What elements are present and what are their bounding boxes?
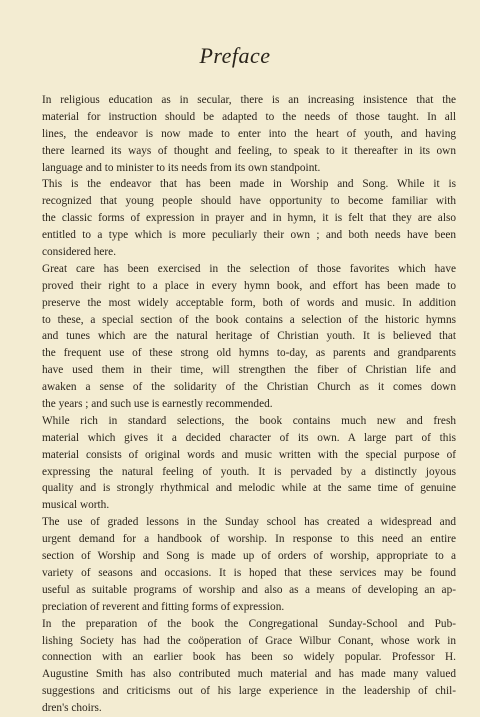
text-line: lishing Society has had the coöperation of Grace Wilbur Conant, whose work in: [42, 634, 456, 647]
text-line: material for instruction should be adapted to the needs of those taught. In all: [42, 110, 456, 123]
preface-body: [42, 92, 456, 717]
text-line: have used them in their time, will strengthen the fiber of Christian life and: [42, 364, 456, 377]
text-line: connection with an earlier book has been so widely popular. Professor H.: [42, 651, 456, 664]
text-line: Augustine Smith has also contributed much material and has made many valued: [42, 668, 456, 681]
text-line: lines, the endeavor is now made to enter into the heart of youth, and having: [42, 127, 456, 140]
text-line: In the preparation of the book the Congregational Sunday-School and Pub-: [42, 617, 456, 630]
text-line: awaken a sense of the solidarity of the Christian Church as it comes down: [42, 381, 456, 394]
text-line: dren's choirs.: [42, 702, 102, 715]
text-line: recognized that young people should have opportunity to become familiar with: [42, 195, 456, 208]
page-title: Preface: [199, 43, 271, 68]
text-line: and tunes which are the natural heritage of Christian youth. It is believed that: [42, 330, 456, 343]
text-line: the years ; and such use is earnestly recommended.: [42, 398, 273, 411]
text-line: entitled to a type which is more peculiarly their own ; and both needs have been: [42, 229, 456, 242]
text-line: to these, a special section of the book contains a selection of the historic hymns: [42, 313, 456, 326]
text-line: musical worth.: [42, 499, 110, 512]
text-line: variety of seasons and occasions. It is hoped that these services may be found: [42, 566, 456, 579]
text-line: suggestions and criticisms out of his large experience in the leadership of chil-: [42, 685, 456, 698]
text-line: proved their right to a place in every hymn book, and effort has been made to: [42, 279, 456, 292]
text-line: useful as suitable programs of worship and also as a means of developing an ap-: [42, 583, 456, 596]
text-line: While rich in standard selections, the book contains much new and fresh: [42, 414, 456, 427]
text-line: the frequent use of these strong old hymns to-day, as parents and grandparents: [42, 347, 456, 360]
text-line: urgent demand for a handbook of worship. In response to this need an entire: [42, 533, 456, 546]
text-line: quality and is strongly rhythmical and melodic while at the same time of genuine: [42, 482, 456, 495]
text-line: material consists of original words and music written with the special purpose of: [42, 448, 456, 461]
text-line: material which gives it a decided character of its own. A large part of this: [42, 431, 456, 444]
text-line: section of Worship and Song is made up of orders of worship, appropriate to a: [42, 550, 456, 563]
text-line: there learned its ways of thought and feeling, to speak to it thereafter in its own: [42, 144, 456, 157]
text-line: preserve the most widely acceptable form, both of words and music. In addition: [42, 296, 456, 309]
text-line: preciation of reverent and fitting forms of expression.: [42, 600, 285, 613]
text-line: In religious education as in secular, there is an increasing insistence that the: [42, 94, 456, 106]
text-line: The use of graded lessons in the Sunday school has created a widespread and: [42, 516, 456, 529]
text-line: considered here.: [42, 246, 117, 259]
text-line: Great care has been exercised in the selection of those favorites which have: [42, 262, 456, 275]
text-line: This is the endeavor that has been made in Worship and Song. While it is: [42, 178, 456, 191]
text-line: expressing the natural feeling of youth. It is pervaded by a distinctly joyous: [42, 465, 456, 478]
text-line: the classic forms of expression in prayer and in hymn, it is felt that they are also: [42, 212, 456, 225]
text-line: language and to minister to its needs from its own standpoint.: [42, 161, 321, 174]
